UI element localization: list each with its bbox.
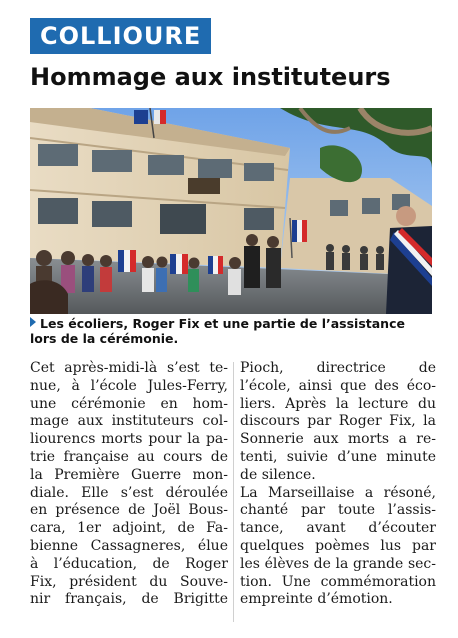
- text-line: quelques poèmes lus par: [240, 537, 436, 554]
- caption-marker-icon: [30, 317, 36, 327]
- text-line: chanté par toute l’assis-: [240, 502, 436, 519]
- text-line: Sonnerie aux morts a re-: [240, 431, 436, 448]
- text-line: bienne Cassagneres, élue: [30, 537, 228, 554]
- text-line: en présence de Joël Bous-: [30, 502, 228, 519]
- article-column-left: [30, 360, 228, 609]
- text-line: discours par Roger Fix, la: [240, 413, 436, 430]
- article-photo: [30, 108, 432, 314]
- article-column-right: [240, 360, 436, 609]
- section-kicker: COLLIOURE: [30, 18, 211, 54]
- text-line: tenti, suivie d’une minute: [240, 448, 436, 465]
- text-line: mage aux instituteurs col-: [30, 413, 228, 430]
- text-line: Cet après-midi-là s’est te-: [30, 360, 228, 376]
- caption-text: Les écoliers, Roger Fix et une partie de l’assistance lors de la cérémonie.: [30, 316, 405, 346]
- text-line: la Première Guerre mon-: [30, 466, 228, 483]
- text-line: tance, avant d’écouter: [240, 520, 436, 537]
- text-line: à l’éducation, de Roger: [30, 555, 228, 572]
- text-line: Fix, président du Souve-: [30, 573, 228, 590]
- article-headline: Hommage aux instituteurs: [30, 63, 391, 91]
- text-line: trie française au cours de: [30, 448, 228, 465]
- text-line: de silence.: [240, 466, 316, 483]
- text-line: liers. Après la lecture du: [240, 395, 436, 412]
- text-line: l’école, ainsi que des éco-: [240, 377, 436, 394]
- text-line: nue, à l’école Jules-Ferry,: [30, 377, 228, 394]
- text-line: tion. Une commémoration: [240, 573, 436, 590]
- text-line: cara, 1er adjoint, de Fa-: [30, 520, 228, 537]
- text-line: une cérémonie en hom-: [30, 395, 228, 412]
- column-divider: [233, 362, 234, 622]
- text-line: Pioch, directrice de: [240, 360, 436, 376]
- text-line: les élèves de la grande sec-: [240, 555, 436, 572]
- photo-caption: [30, 316, 434, 346]
- text-line: diale. Elle s’est déroulée: [30, 484, 228, 501]
- text-line: La Marseillaise a résoné,: [240, 484, 436, 501]
- text-line: empreinte d’émotion.: [240, 591, 393, 608]
- text-line: nir français, de Brigitte: [30, 591, 228, 608]
- text-line: liourencs morts pour la pa-: [30, 431, 228, 448]
